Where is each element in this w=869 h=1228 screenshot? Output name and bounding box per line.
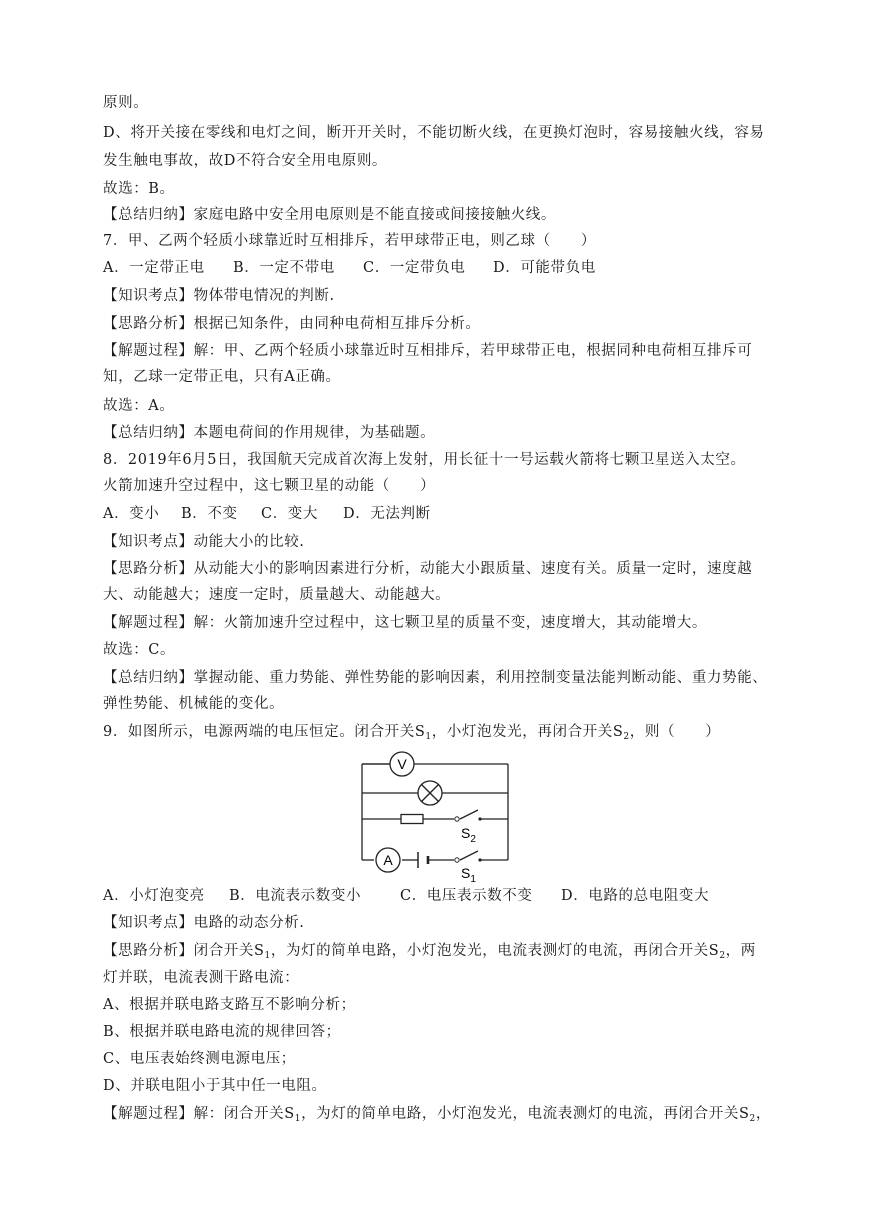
q7-proc-1: 【解题过程】解：甲、乙两个轻质小球靠近时互相排斥，若甲球带正电，根据同种电荷相互排斥可 xyxy=(103,343,753,359)
ammeter-label: A xyxy=(383,852,393,868)
q8-option-b: B．不变 xyxy=(181,506,238,522)
q7-option-b: B．一定不带电 xyxy=(233,260,335,276)
voltmeter-icon xyxy=(390,752,414,776)
q9-point-a: A、根据并联电路支路互不影响分析； xyxy=(103,997,356,1013)
q8-options xyxy=(103,504,431,524)
q7-knowledge: 【知识考点】物体带电情况的判断. xyxy=(103,288,335,304)
l04: 故选：B。 xyxy=(103,181,175,197)
q9-option-c: C．电压表示数不变 xyxy=(400,888,533,904)
q8-knowledge: 【知识考点】动能大小的比较. xyxy=(103,534,305,550)
q9-stem-c: ，则（ ） xyxy=(629,724,721,740)
q8-option-a: A．变小 xyxy=(103,506,160,522)
q7-option-a: A．一定带正电 xyxy=(103,260,205,276)
q9-option-b: B．电流表示数变小 xyxy=(229,888,362,904)
q9-point-b: B、根据并联电路电流的规律回答； xyxy=(103,1024,341,1040)
battery-icon xyxy=(418,852,428,868)
q7-answer: 故选：A。 xyxy=(103,398,175,414)
switch2-label: $S_2$ xyxy=(461,825,476,845)
q8-summary-2: 弹性势能、机械能的变化。 xyxy=(103,696,285,712)
q9-option-d: D．电路的总电阻变大 xyxy=(561,888,710,904)
q9-stem xyxy=(103,722,720,742)
q7-options xyxy=(103,258,596,278)
q8-idea-2: 大、动能越大；速度一定时，质量越大、动能越大。 xyxy=(103,587,451,603)
q8-answer: 故选：C。 xyxy=(103,642,176,658)
q8-stem-1: 8．2019年6月5日，我国航天完成首次海上发射，用长征十一号运载火箭将七颗卫星送入太空。 xyxy=(103,452,746,468)
q9-point-d: D、并联电阻小于其中任一电阻。 xyxy=(103,1078,327,1094)
q7-option-c: C．一定带负电 xyxy=(363,260,466,276)
q9-point-c: C、电压表始终测电源电压； xyxy=(103,1051,296,1067)
switch2-pivot-icon xyxy=(455,817,459,821)
q8-summary-1: 【总结归纳】掌握动能、重力势能、弹性势能的影响因素，利用控制变量法能判断动能、重力势能、 xyxy=(103,670,768,686)
q7-option-d: D．可能带负电 xyxy=(493,260,596,276)
l02: D、将开关接在零线和电灯之间，断开开关时，不能切断火线，在更换灯泡时，容易接触火线，容易 xyxy=(103,125,765,141)
q9-options xyxy=(103,886,709,906)
q8-stem-2: 火箭加速升空过程中，这七颗卫星的动能（ ） xyxy=(103,478,436,494)
q8-option-d: D．无法判断 xyxy=(343,506,431,522)
q8-option-c: C．变大 xyxy=(261,506,318,522)
q9-proc-1: 【解题过程】解：闭合开关$S_1$，为灯的简单电路，小灯泡发光，电流表测灯的电流，再闭合开关$S_2$， xyxy=(103,1106,771,1124)
switch1-contact-icon xyxy=(478,858,481,861)
q7-summary: 【总结归纳】本题电荷间的作用规律，为基础题。 xyxy=(103,425,436,441)
q7-proc-2: 知，乙球一定带正电，只有A正确。 xyxy=(103,369,341,385)
resistor-icon xyxy=(401,815,423,824)
q9-knowledge: 【知识考点】电路的动态分析. xyxy=(103,915,305,931)
q9-stem-sub1: 1 xyxy=(425,732,432,742)
l03: 发生触电事故，故D不符合安全用电原则。 xyxy=(103,153,388,169)
l01: 原则。 xyxy=(103,95,149,111)
q9-option-a: A．小灯泡变亮 xyxy=(103,888,205,904)
q9-stem-a: 9．如图所示，电源两端的电压恒定。闭合开关S xyxy=(103,724,426,740)
q9-stem-sub2: 2 xyxy=(623,732,630,742)
q9-idea-1: 【思路分析】闭合开关$S_1$，为灯的简单电路，小灯泡发光，电流表测灯的电流，再闭合开关$S_2$，两 xyxy=(103,943,756,961)
switch1-pivot-icon xyxy=(455,858,459,862)
switch2-contact-icon xyxy=(478,817,481,820)
q7-idea: 【思路分析】根据已知条件，由同种电荷相互排斥分析。 xyxy=(103,316,481,332)
q9-stem-b: ，小灯泡发光，再闭合开关S xyxy=(431,724,624,740)
q9-idea-2: 灯并联，电流表测干路电流： xyxy=(103,970,300,986)
lamp-icon xyxy=(418,781,442,805)
q7-stem: 7．甲、乙两个轻质小球靠近时互相排斥，若甲球带正电，则乙球（ ） xyxy=(103,233,597,249)
voltmeter-label: V xyxy=(397,756,407,772)
circuit-diagram xyxy=(350,746,525,882)
q8-proc: 【解题过程】解：火箭加速升空过程中，这七颗卫星的质量不变，速度增大，其动能增大。 xyxy=(103,615,707,631)
l05: 【总结归纳】家庭电路中安全用电原则是不能直接或间接接触火线。 xyxy=(103,207,556,223)
q8-idea-1: 【思路分析】从动能大小的影响因素进行分析，动能大小跟质量、速度有关。质量一定时，速度越 xyxy=(103,561,753,577)
switch1-label: $S_1$ xyxy=(461,865,476,882)
ammeter-icon xyxy=(376,848,400,872)
